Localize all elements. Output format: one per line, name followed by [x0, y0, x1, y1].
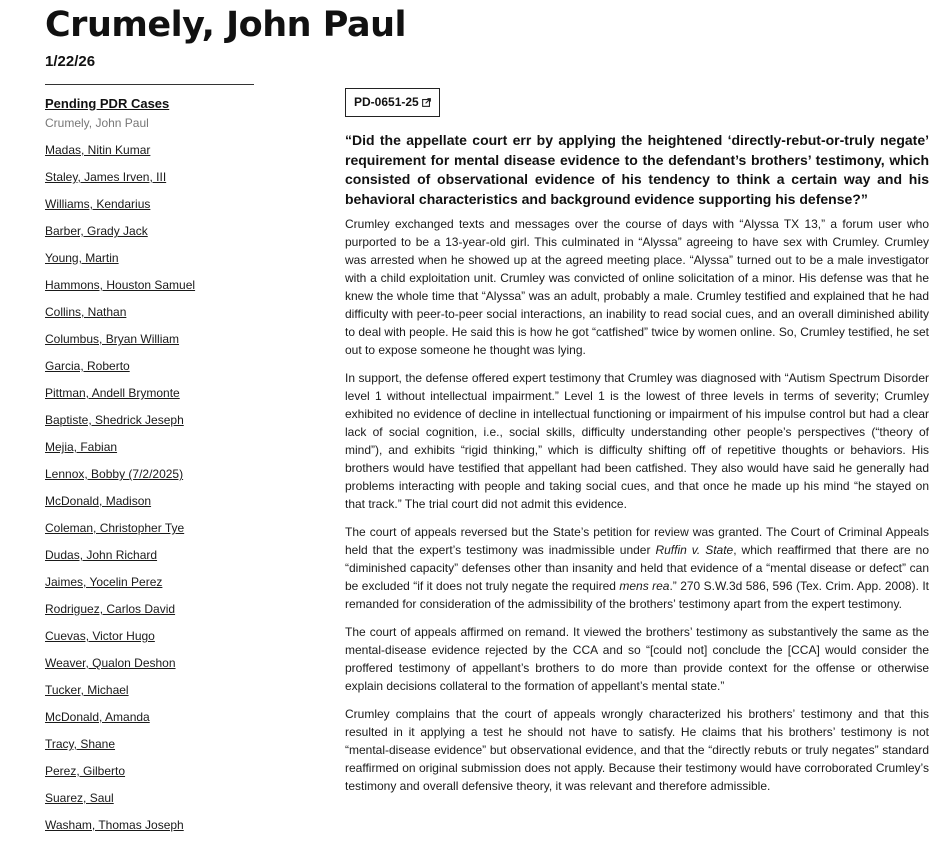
- paragraph-text: The court of appeals reversed but the State’s petition for review was granted. The Court of Criminal Appeals held that the expert’s testimony was inadmissible under: [345, 525, 929, 557]
- sidebar-item[interactable]: [45, 304, 265, 331]
- page-date: 1/22/26: [45, 53, 96, 70]
- summary-paragraph: [345, 215, 929, 359]
- sidebar-item-link[interactable]: Hammons, Houston Samuel: [45, 278, 196, 292]
- sidebar-item[interactable]: [45, 790, 265, 817]
- sidebar-item-link[interactable]: Barber, Grady Jack: [45, 224, 148, 238]
- sidebar: [45, 95, 265, 844]
- sidebar-item-link[interactable]: Jaimes, Yocelin Perez: [45, 575, 163, 589]
- case-citation-italic: mens rea: [619, 579, 670, 593]
- sidebar-item[interactable]: [45, 331, 265, 358]
- paragraph-text: Crumley complains that the court of appeals wrongly characterized his brothers’ testimony and that this resulted in it applying a test he should not have to satisfy. He claims that his brothers’ testimony is not “mental-disease evidence” but observational evidence, and that the “directly rebuts or truly negates” standard reaffirmed on original submission does not apply. Because their testimony would have corroborated Crumley’s testimony and overall defensive theory, it was relevant and therefore admissible.: [345, 707, 929, 793]
- sidebar-item-link[interactable]: Mejia, Fabian: [45, 440, 118, 454]
- sidebar-item: [45, 115, 265, 142]
- sidebar-item[interactable]: [45, 223, 265, 250]
- sidebar-item-link[interactable]: Perez, Gilberto: [45, 764, 126, 778]
- summary-paragraph: [345, 623, 929, 695]
- sidebar-item-link[interactable]: Dudas, John Richard: [45, 548, 158, 562]
- paragraph-text: The court of appeals affirmed on remand. It viewed the brothers’ testimony as substantively the same as the mental-disease evidence rejected by the CCA and so “[could not] conclude the [CCA] would consider the proffered testimony of appellant’s brothers to do more than provide context for the offense or otherwise explain decisions collateral to the formation of appellant’s mental state.”: [345, 625, 929, 693]
- sidebar-item[interactable]: [45, 250, 265, 277]
- sidebar-item-link[interactable]: Garcia, Roberto: [45, 359, 130, 373]
- sidebar-item-link[interactable]: Lennox, Bobby (7/2/2025): [45, 467, 184, 481]
- sidebar-item-link[interactable]: Madas, Nitin Kumar: [45, 143, 151, 157]
- sidebar-item[interactable]: [45, 358, 265, 385]
- paragraph-text: .” 270 S.W.3d 586, 596 (Tex. Crim. App. 2008). It remanded for consideration of the admissibility of the brothers’ testimony apart from the expert testimony.: [345, 579, 929, 611]
- sidebar-item-link[interactable]: McDonald, Amanda: [45, 710, 150, 724]
- page-title: Crumely, John Paul: [45, 5, 406, 45]
- sidebar-item[interactable]: [45, 628, 265, 655]
- sidebar-item-link[interactable]: Cuevas, Victor Hugo: [45, 629, 155, 643]
- sidebar-item[interactable]: [45, 547, 265, 574]
- summary-paragraph: [345, 705, 929, 795]
- case-citation-italic: Ruffin v. State: [655, 543, 734, 557]
- sidebar-item[interactable]: [45, 763, 265, 790]
- sidebar-item-link[interactable]: Coleman, Christopher Tye: [45, 521, 185, 535]
- sidebar-item-link[interactable]: Pittman, Andell Brymonte: [45, 386, 180, 400]
- sidebar-item-link[interactable]: McDonald, Madison: [45, 494, 152, 508]
- sidebar-item-link[interactable]: Weaver, Qualon Deshon: [45, 656, 176, 670]
- sidebar-item[interactable]: [45, 385, 265, 412]
- sidebar-item[interactable]: [45, 169, 265, 196]
- sidebar-divider: [45, 84, 254, 85]
- sidebar-item-link[interactable]: Young, Martin: [45, 251, 119, 265]
- sidebar-item-link[interactable]: Columbus, Bryan William: [45, 332, 180, 346]
- sidebar-item[interactable]: [45, 574, 265, 601]
- paragraph-text: Crumley exchanged texts and messages over the course of days with “Alyssa TX 13,” a forum user who purported to be a 13-year-old girl. This culminated in “Alyssa” agreeing to have sex with Crumley. Crumley was arrested when he showed up at the agreed meeting place. “Alyssa” turned out to be a male investigator with a child exploitation unit. Crumley was convicted of online solicitation of a minor. His defense was that he knew the whole time that “Alyssa” was an adult, probably a male. Crumley testified and explained that he had difficulty with peer-to-peer social interactions, an inability to read social cues, and an overall diminished ability to deal with people. He said this is how he got “catfished” twice by women online. So, Crumley testified, he set out to expose someone he thought was lying.: [345, 217, 929, 357]
- paragraph-text: In support, the defense offered expert testimony that Crumley was diagnosed with “Autism Spectrum Disorder level 1 without intellectual impairment.” Level 1 is the lowest of three levels in terms of severity; Crumley exhibited no evidence of decline in intellectual functioning or impairment of his impulse control but had a clear lack of social cognition, i.e., social skills, difficulty understanding other people’s perspectives (“theory of mind”), and exhibits “rigid thinking,” which is difficulty shifting off of repetitive thoughts or behaviors. His brothers would have testified that appellant had been catfished. They also would have said he generally had problems interacting with people and taking social cues, and that once he made up his mind “he stayed on that track.” The trial court did not admit this evidence.: [345, 371, 929, 511]
- sidebar-heading[interactable]: Pending PDR Cases: [45, 96, 170, 111]
- paragraph-text: , which reaffirmed that there are no “diminished capacity” defenses other than insanity and held that evidence of a “mental disease or defect” can be excluded “if it does not truly negate the required: [345, 543, 929, 593]
- sidebar-item[interactable]: [45, 439, 265, 466]
- issue-question: “Did the appellate court err by applying the heightened ‘directly-rebut-or-truly negate’ requirement for mental disease evidence to the defendant’s brothers’ testimony, which consisted of observational evidence of his tendency to think a certain way and his behavioral characteristics and background evidence supporting his defense?”: [345, 132, 929, 207]
- case-number-link[interactable]: [345, 88, 440, 117]
- sidebar-item[interactable]: [45, 466, 265, 493]
- sidebar-item[interactable]: [45, 655, 265, 682]
- case-number: PD-0651-25: [354, 95, 419, 109]
- sidebar-item[interactable]: [45, 493, 265, 520]
- sidebar-item[interactable]: [45, 817, 265, 844]
- sidebar-item[interactable]: [45, 601, 265, 628]
- summary-paragraph: [345, 369, 929, 513]
- sidebar-item[interactable]: [45, 520, 265, 547]
- page-header: [45, 4, 406, 70]
- sidebar-item[interactable]: [45, 682, 265, 709]
- sidebar-item[interactable]: [45, 736, 265, 763]
- sidebar-item-link[interactable]: Collins, Nathan: [45, 305, 127, 319]
- sidebar-item-link[interactable]: Tracy, Shane: [45, 737, 116, 751]
- sidebar-item-link[interactable]: Staley, James Irven, III: [45, 170, 167, 184]
- sidebar-item-label: Crumely, John Paul: [45, 116, 149, 130]
- sidebar-item[interactable]: [45, 412, 265, 439]
- sidebar-item[interactable]: [45, 277, 265, 304]
- sidebar-item[interactable]: [45, 709, 265, 736]
- sidebar-item-link[interactable]: Suarez, Saul: [45, 791, 114, 805]
- external-link-icon: [422, 90, 431, 117]
- sidebar-item-link[interactable]: Rodriguez, Carlos David: [45, 602, 176, 616]
- sidebar-item[interactable]: [45, 142, 265, 169]
- sidebar-item-link[interactable]: Washam, Thomas Joseph: [45, 818, 184, 832]
- sidebar-item[interactable]: [45, 196, 265, 223]
- summary-paragraph: [345, 523, 929, 613]
- sidebar-list: [45, 115, 265, 844]
- sidebar-item-link[interactable]: Williams, Kendarius: [45, 197, 151, 211]
- sidebar-item-link[interactable]: Tucker, Michael: [45, 683, 129, 697]
- main-content: [345, 88, 929, 795]
- sidebar-item-link[interactable]: Baptiste, Shedrick Jeseph: [45, 413, 184, 427]
- case-summary: [345, 215, 929, 795]
